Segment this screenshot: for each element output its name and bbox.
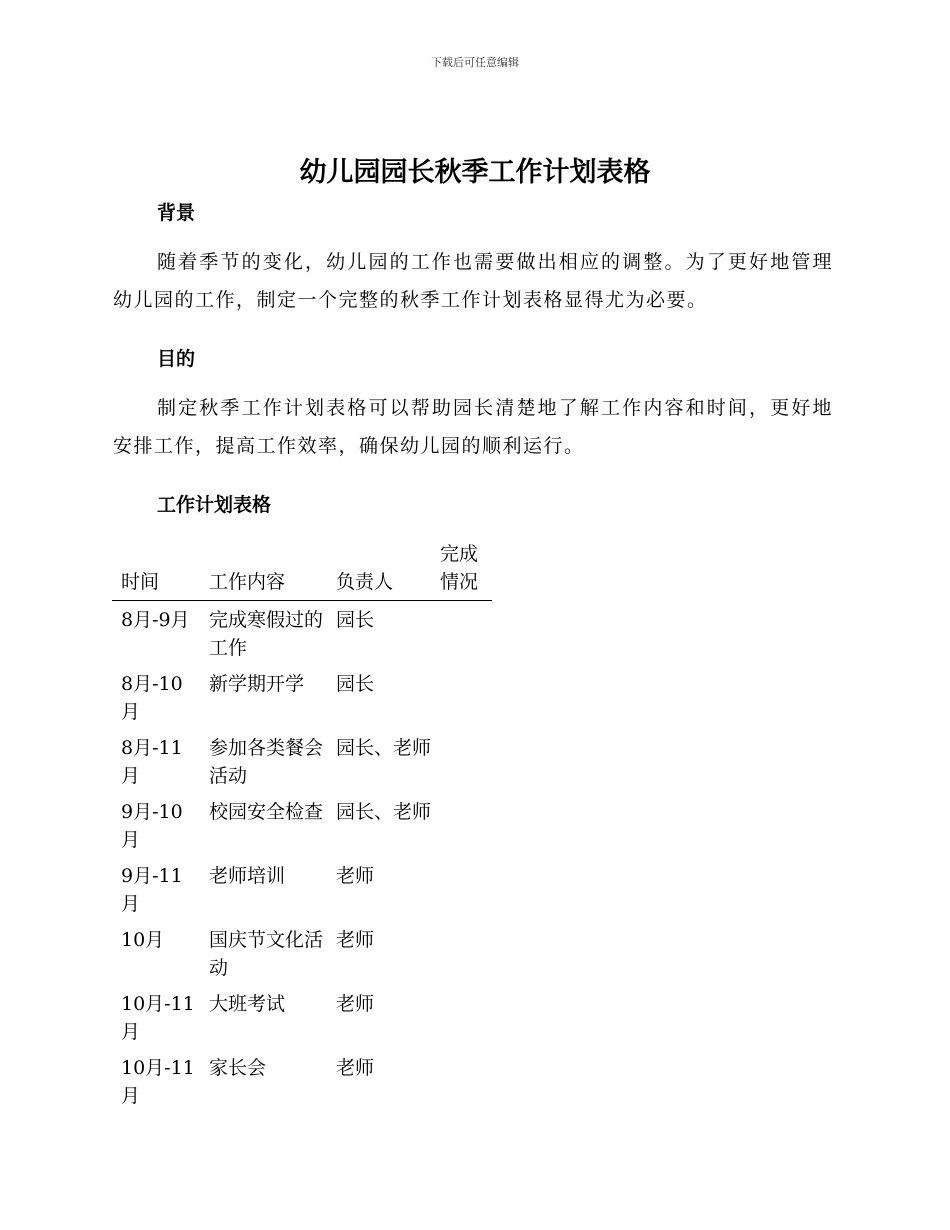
cell-time: 10月-11月: [121, 993, 195, 1043]
cell-status: [431, 985, 492, 1049]
work-plan-table: [112, 538, 492, 1113]
table-row: [112, 985, 492, 1049]
plan-heading: 工作计划表格: [157, 494, 272, 516]
cell-time: 9月-10月: [121, 801, 183, 851]
table-row: [112, 601, 492, 666]
background-heading: 背景: [157, 202, 196, 224]
cell-time: 10月-11月: [121, 1057, 195, 1107]
cell-time: 8月-10月: [121, 673, 183, 723]
cell-status: [431, 729, 492, 793]
purpose-heading: 目的: [157, 348, 196, 370]
cell-status: [431, 793, 492, 857]
table-row: [112, 793, 492, 857]
table-row: [112, 921, 492, 985]
background-paragraph: 随着季节的变化，幼儿园的工作也需要做出相应的调整。为了更好地管理幼儿园的工作，制定一个完整的秋季工作计划表格显得尤为必要。: [113, 251, 833, 311]
cell-status: [431, 665, 492, 729]
column-header-owner: 负责人: [327, 538, 431, 601]
cell-owner: 园长、老师: [336, 801, 432, 823]
cell-status: [431, 857, 492, 921]
cell-time: 8月-11月: [121, 737, 183, 787]
document-title: 幼儿园园长秋季工作计划表格: [299, 157, 651, 188]
cell-owner: 老师: [336, 865, 375, 887]
table-row: [112, 857, 492, 921]
cell-owner: 老师: [336, 993, 375, 1015]
cell-content: 国庆节文化活动: [209, 929, 324, 979]
table-row: [112, 729, 492, 793]
cell-time: 9月-11月: [121, 865, 183, 915]
cell-content: 新学期开学: [209, 673, 305, 695]
cell-content: 校园安全检查: [209, 801, 324, 823]
cell-owner: 老师: [336, 1057, 375, 1079]
column-header-time: 时间: [112, 538, 200, 601]
cell-content: 参加各类餐会活动: [209, 737, 324, 787]
table-row: [112, 665, 492, 729]
page-header-note: 下载后可任意编辑: [431, 56, 519, 69]
column-header-content: 工作内容: [200, 538, 327, 601]
cell-content: 家长会: [209, 1057, 267, 1079]
cell-status: [431, 1049, 492, 1113]
table-header-row: [112, 538, 492, 601]
cell-status: [431, 601, 492, 666]
cell-time: 8月-9月: [121, 609, 190, 631]
column-header-status: 完成情况: [431, 538, 492, 601]
cell-owner: 园长: [336, 673, 375, 695]
cell-content: 大班考试: [209, 993, 286, 1015]
purpose-paragraph: 制定秋季工作计划表格可以帮助园长清楚地了解工作内容和时间，更好地安排工作，提高工作效率，确保幼儿园的顺利运行。: [113, 397, 833, 457]
cell-time: 10月: [121, 929, 165, 951]
cell-owner: 老师: [336, 929, 375, 951]
cell-content: 老师培训: [209, 865, 286, 887]
cell-content: 完成寒假过的工作: [209, 609, 324, 659]
cell-status: [431, 921, 492, 985]
table-row: [112, 1049, 492, 1113]
cell-owner: 园长、老师: [336, 737, 432, 759]
cell-owner: 园长: [336, 609, 375, 631]
